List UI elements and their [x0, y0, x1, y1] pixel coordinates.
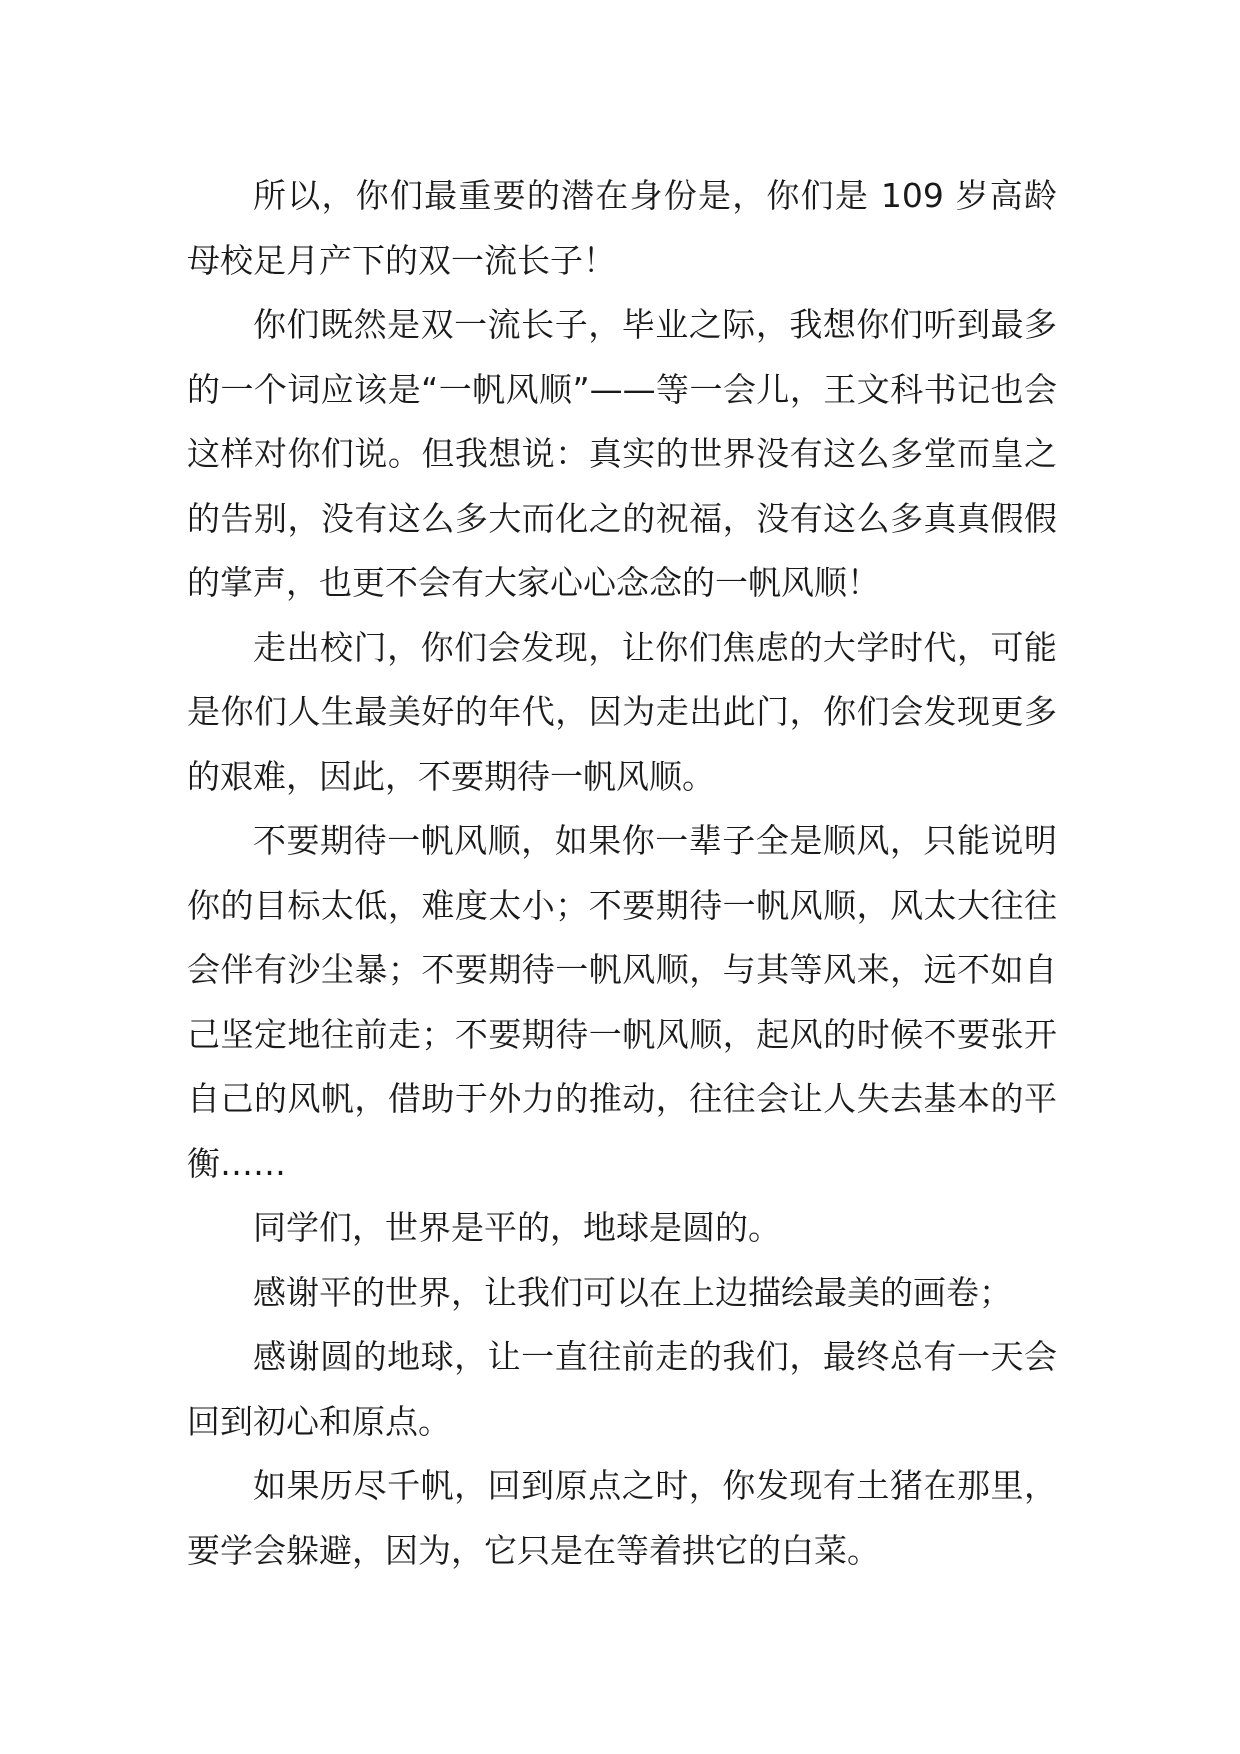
paragraph-4: 不要期待一帆风顺，如果你一辈子全是顺风，只能说明你的目标太低，难度太小；不要期待一帆风顺，风太大往往会伴有沙尘暴；不要期待一帆风顺，与其等风来，远不如自己坚定地往前走；不要期待一帆风顺，起风的时候不要张开自己的风帆，借助于外力的推动，往往会让人失去基本的平衡…… — [187, 821, 1057, 1183]
paragraph-8: 如果历尽千帆，回到原点之时，你发现有土猪在那里，要学会躲避，因为，它只是在等着拱它的白菜。 — [187, 1466, 1057, 1570]
paragraph-5: 同学们，世界是平的，地球是圆的。 — [253, 1208, 781, 1247]
document-body — [187, 164, 1057, 1583]
paragraph-7: 感谢圆的地球，让一直往前走的我们，最终总有一天会回到初心和原点。 — [187, 1337, 1057, 1441]
paragraph-6: 感谢平的世界，让我们可以在上边描绘最美的画卷； — [253, 1272, 1012, 1312]
paragraph-1: 所以，你们最重要的潜在身份是，你们是 109 岁高龄母校足月产下的双一流长子！ — [187, 176, 1057, 280]
paragraph-3: 走出校门，你们会发现，让你们焦虑的大学时代，可能是你们人生最美好的年代，因为走出此门，你们会发现更多的艰难，因此，不要期待一帆风顺。 — [187, 627, 1057, 796]
paragraph-2: 你们既然是双一流长子，毕业之际，我想你们听到最多的一个词应该是“一帆风顺”——等一会儿，王文科书记也会这样对你们说。但我想说：真实的世界没有这么多堂而皇之的告别，没有这么多大而化之的祝福，没有这么多真真假假的掌声，也更不会有大家心心念念的一帆风顺！ — [187, 305, 1057, 602]
